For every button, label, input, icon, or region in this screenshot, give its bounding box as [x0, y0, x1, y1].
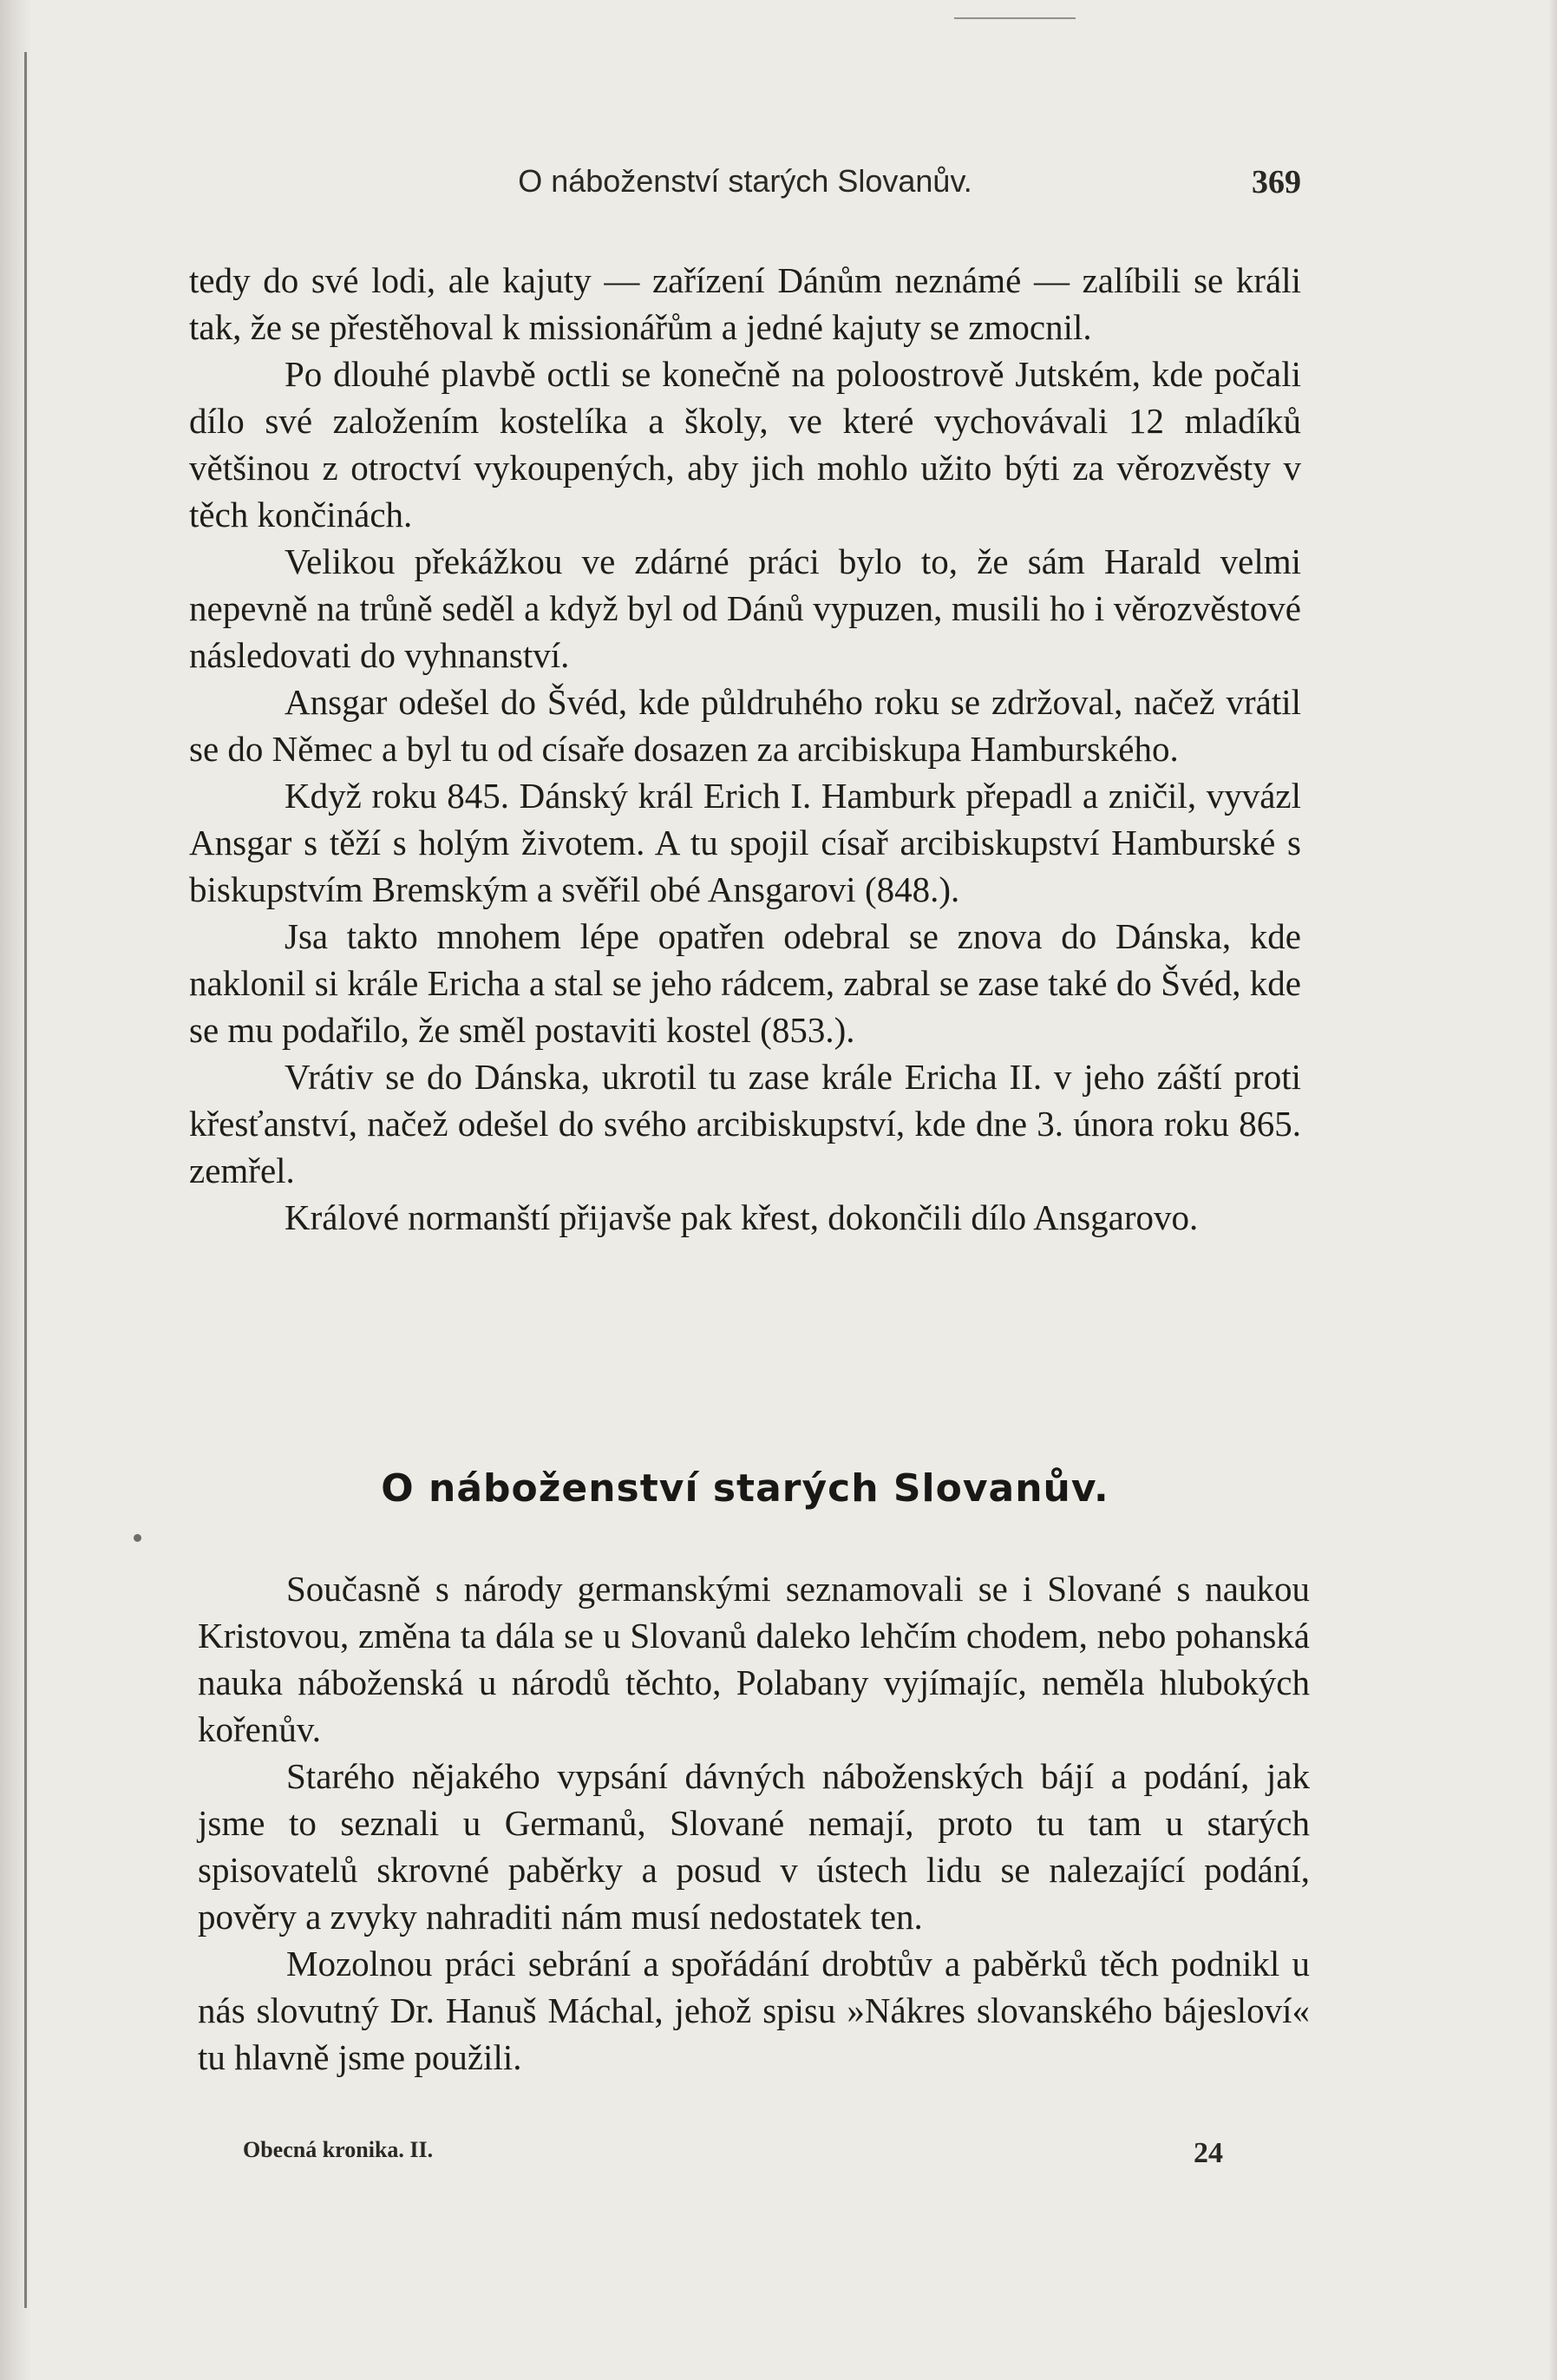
running-title: O náboženství starých Slovanův. — [518, 163, 972, 199]
paragraph: Současně s národy germanskými seznamovali se i Slované s naukou Kristovou, změna ta dála se u Slovanů daleko lehčím chodem, nebo pohanská nauka náboženská u národů těchto, Polabany vyjímajíc, neměla hlubokých kořenův. — [198, 1569, 1310, 1749]
page-footer — [243, 2137, 1223, 2172]
body-text-top — [189, 257, 1301, 1241]
top-edge-mark — [954, 17, 1076, 19]
paragraph: Jsa takto mnohem lépe opatřen odebral se znova do Dánska, kde naklonil si krále Ericha a stal se jeho rádcem, zabral se zase také do Švéd, kde se mu podařilo, že směl postaviti kostel (853.). — [189, 916, 1301, 1050]
binding-line — [24, 52, 27, 2308]
page-header — [189, 163, 1301, 207]
paragraph: Starého nějakého vypsání dávných náboženských bájí a podání, jak jsme to seznali u Germanů, Slované nemají, proto tu tam u starých spisovatelů skrovné paběrky a posud v ústech lidu se nalezající podání, pověry a zvyky nahraditi nám musí nedostatek ten. — [198, 1756, 1310, 1937]
paragraph: Vrátiv se do Dánska, ukrotil tu zase krále Ericha II. v jeho záští proti křesťanství, načež odešel do svého arcibiskupství, kde dne 3. února roku 865. zemřel. — [189, 1057, 1301, 1190]
body-text-bottom — [198, 1565, 1310, 2081]
paragraph: Králové normanští přijavše pak křest, dokončili dílo Ansgarovo. — [285, 1197, 1199, 1237]
right-page-edge — [1548, 0, 1557, 2380]
paragraph: Velikou překážkou ve zdárné práci bylo to, že sám Harald velmi nepevně na trůně seděl a když byl od Dánů vypuzen, musili ho i věrozvěstové následovati do vyhnanství. — [189, 541, 1301, 675]
paragraph: Když roku 845. Dánský král Erich I. Hamburk přepadl a zničil, vyvázl Ansgar s těží s holým životem. A tu spojil císař arcibiskupství Hamburské s biskupstvím Bremským a svěřil obé Ansgarovi (848.). — [189, 776, 1301, 909]
margin-mark — [134, 1534, 141, 1542]
sheet-number: 24 — [1194, 2137, 1223, 2169]
paragraph: Ansgar odešel do Švéd, kde půldruhého roku se zdržoval, načež vrátil se do Němec a byl tu od císaře dosazen za arcibiskupa Hamburského. — [189, 682, 1301, 769]
signature-mark: Obecná kronika. II. — [243, 2137, 434, 2162]
paragraph: Po dlouhé plavbě octli se konečně na poloostrově Jutském, kde počali dílo své založením kostelíka a školy, ve které vychovávali 12 mladíků většinou z otroctví vykoupených, aby jich mohlo užito býti za věrozvěsty v těch končinách. — [189, 354, 1301, 534]
page-number: 369 — [1252, 164, 1301, 200]
paragraph: Mozolnou práci sebrání a spořádání drobtův a paběrků těch podnikl u nás slovutný Dr. Hanuš Máchal, jehož spisu »Nákres slovanského bájesloví« tu hlavně jsme použili. — [198, 1944, 1310, 2077]
section-heading: O náboženství starých Slovanův. — [381, 1466, 1109, 1511]
paragraph: tedy do své lodi, ale kajuty — zařízení Dánům neznámé — zalíbili se králi tak, že se přestěhoval k missionářům a jedné kajuty se zmocnil. — [189, 260, 1301, 347]
